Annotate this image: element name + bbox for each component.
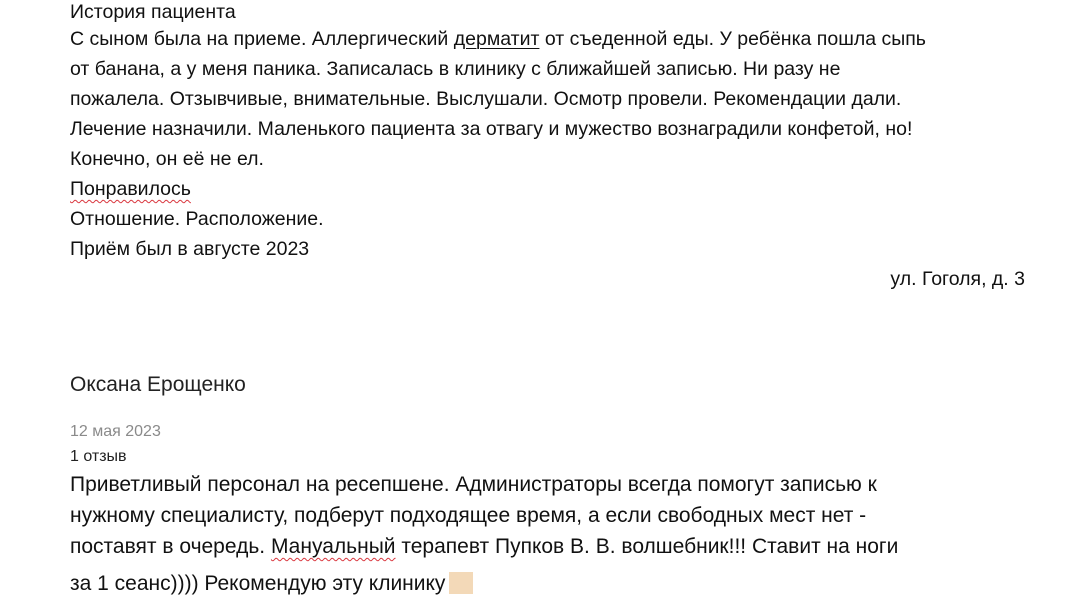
review-text-line: Лечение назначили. Маленького пациента за отвагу и мужество вознаградили конфетой, но! [70,118,913,140]
review-section-title: История пациента [70,1,236,23]
review-patient-history [70,0,1030,264]
review-text-segment: поставят в очередь. [70,535,271,558]
review-body [70,469,1050,599]
clinic-address: ул. Гоголя, д. 3 [890,268,1025,290]
liked-label-text: Понравилось [70,178,191,200]
emoji-icon [449,572,473,594]
review-text-segment: за 1 сеанс)))) Рекомендую эту клинику [70,572,446,595]
review-text-line [70,531,1050,562]
review-text-segment: от съеденной еды. У ребёнка пошла сыпь [539,28,926,50]
review-card [70,370,1050,599]
review-text-line [70,24,1030,54]
visit-date-text: Приём был в августе 2023 [70,238,310,260]
review-text-line: от банана, а у меня паника. Записалась в клинику с ближайшей записью. Ни разу не [70,58,841,80]
review-text-line: пожалела. Отзывчивые, внимательные. Выслушали. Осмотр провели. Рекомендации дали. [70,88,902,110]
liked-text: Отношение. Расположение. [70,208,324,230]
review-text-line [70,568,1050,599]
dermatitis-link[interactable]: дерматит [453,28,540,50]
review-date: 12 мая 2023 [70,423,161,440]
review-text-segment: терапевт Пупков В. В. волшебник!!! Ставит на ноги [395,535,899,558]
liked-label [70,174,1030,204]
review-text-line: нужному специалисту, подберут подходящее время, а если свободных мест нет - [70,504,867,527]
review-text-line: Конечно, он её не ел. [70,148,264,170]
review-author[interactable]: Оксана Ерощенко [70,373,246,396]
review-text-line: Приветливый персонал на ресепшене. Администраторы всегда помогут записью к [70,473,877,496]
review-text-segment: С сыном была на приеме. Аллергический [70,28,454,50]
spellcheck-word: Мануальный [270,535,396,558]
review-count: 1 отзыв [70,448,127,465]
